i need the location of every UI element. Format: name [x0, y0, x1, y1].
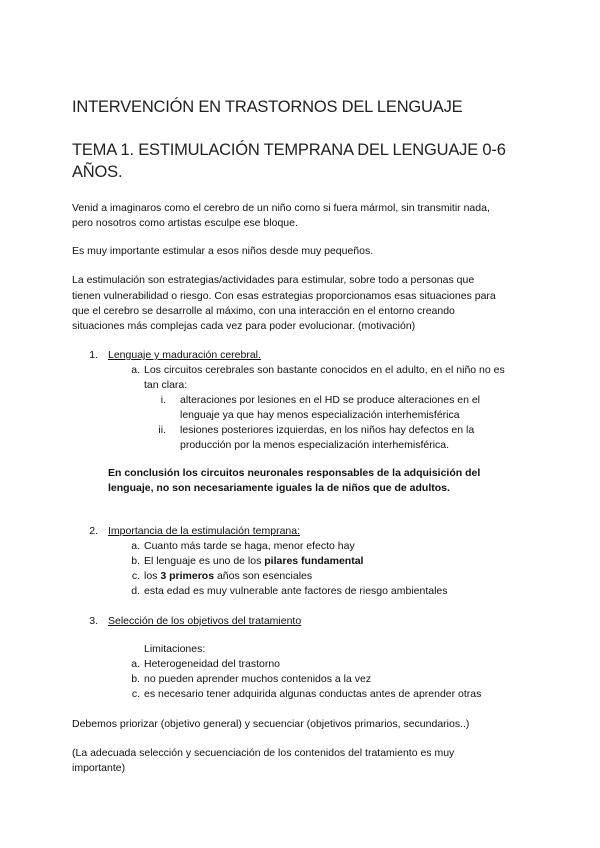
section-1-item-a-marker: a.	[131, 364, 140, 376]
section-2-item-c-bold: 3 primeros	[160, 570, 215, 582]
paragraph-4: Debemos priorizar (objetivo general) y secuenciar (objetivos primarios, secundarios..)	[72, 718, 470, 730]
section-1-item-a-line-1: Los circuitos cerebrales son bastante conocidos en el adulto, en el niño no es	[144, 364, 505, 376]
section-3-title: Selección de los objetivos del tratamiento	[108, 615, 302, 627]
limitations-label: Limitaciones:	[144, 643, 206, 655]
section-2-item-c	[144, 569, 312, 585]
section-1-number: 1.	[89, 349, 98, 361]
paragraph-2: Es muy importante estimular a esos niños desde muy pequeños.	[72, 245, 374, 257]
section-1-item-ii-line-2: producción por la menos especialización interhemisférica.	[180, 439, 450, 451]
paragraph-3-line-3: que el cerebro se desarrolle al máximo, con una interacción en el entorno creando	[72, 305, 455, 317]
section-3-item-b: no pueden aprender muchos contenidos a la vez	[144, 673, 372, 685]
section-2-item-c-text-post: años son esenciales	[214, 570, 313, 582]
section-2-item-b	[144, 554, 363, 570]
section-1-item-i-marker: i.	[160, 394, 166, 406]
section-1-item-ii-marker: ii.	[158, 424, 166, 436]
paragraph-1-line-2: pero nosotros como artistas esculpe ese bloque.	[72, 217, 298, 229]
section-3-item-a-marker: a.	[131, 658, 140, 670]
paragraph-3-line-2: tienen vulnerabilidad o riesgo. Con esas estrategias proporcionamos esas situaciones para	[72, 290, 496, 302]
section-2-number: 2.	[89, 525, 98, 537]
section-3-item-b-marker: b.	[131, 673, 140, 685]
section-1-title: Lenguaje y maduración cerebral.	[108, 349, 261, 361]
paragraph-3-line-4: situaciones más complejas cada vez para poder evolucionar. (motivación)	[72, 320, 416, 332]
section-3-number: 3.	[89, 615, 98, 627]
paragraph-3-line-1: La estimulación son estrategias/actividades para estimular, sobre todo a personas que	[72, 274, 475, 286]
document-title: INTERVENCIÓN EN TRASTORNOS DEL LENGUAJE	[72, 98, 463, 116]
section-1-item-a-line-2: tan clara:	[144, 379, 188, 391]
section-3-item-c-marker: c.	[131, 688, 140, 700]
section-2-item-a-marker: a.	[131, 540, 140, 552]
conclusion-line-2: lenguaje, no son necesariamente iguales la de niños que de adultos.	[108, 482, 450, 494]
section-1-item-i-line-2: lenguaje ya que hay menos especialización interhemisférica	[180, 409, 460, 421]
section-2-item-b-text: El lenguaje es uno de los	[144, 555, 265, 567]
section-2-item-d-marker: d.	[131, 585, 140, 597]
section-3-item-a: Heterogeneidad del trastorno	[144, 658, 281, 670]
section-2-item-d: esta edad es muy vulnerable ante factores de riesgo ambientales	[144, 585, 448, 597]
section-2-item-a: Cuanto más tarde se haga, menor efecto hay	[144, 540, 355, 552]
paragraph-5-line-1: (La adecuada selección y secuenciación de los contenidos del tratamiento es muy	[72, 747, 455, 759]
conclusion-line-1: En conclusión los circuitos neuronales responsables de la adquisición del	[108, 467, 481, 479]
section-2-item-c-marker: c.	[131, 570, 140, 582]
section-2-item-b-bold: pilares fundamental	[264, 555, 364, 567]
section-2-item-b-marker: b.	[131, 555, 140, 567]
section-1-item-ii-line-1: lesiones posteriores izquierdas, en los niños hay defectos en la	[180, 424, 475, 436]
section-2-title: Importancia de la estimulación temprana:	[108, 525, 301, 537]
topic-title-line-2: AÑOS.	[72, 163, 123, 181]
paragraph-1-line-1: Venid a imaginaros como el cerebro de un niño como si fuera mármol, sin transmitir nada,	[72, 202, 490, 214]
paragraph-5-line-2: importante)	[72, 762, 126, 774]
section-3-item-c: es necesario tener adquirida algunas conductas antes de aprender otras	[144, 688, 482, 700]
section-1-item-i-line-1: alteraciones por lesiones en el HD se produce alteraciones en el	[180, 394, 481, 406]
topic-title-line-1: TEMA 1. ESTIMULACIÓN TEMPRANA DEL LENGUAJE 0-6	[72, 141, 506, 159]
section-2-item-c-text-pre: los	[144, 570, 161, 582]
